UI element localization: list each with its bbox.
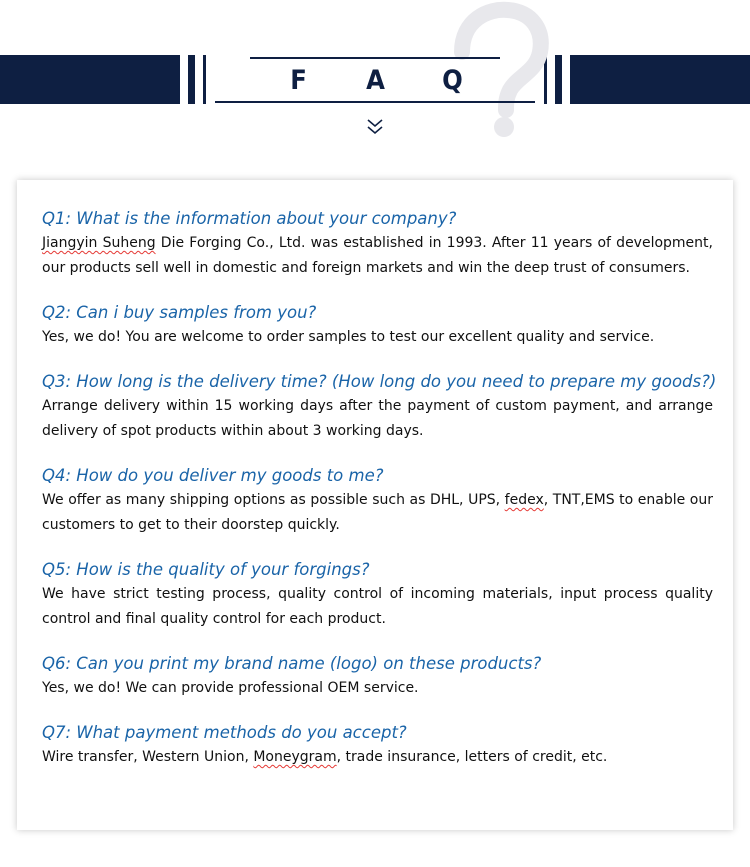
spellcheck-word: Jiangyin Suheng <box>42 235 156 251</box>
faq-question: Q7: What payment methods do you accept? <box>42 723 407 742</box>
faq-answer: We have strict testing process, quality control of incoming materials, input process quality control and final quality control for each product. <box>42 586 713 627</box>
spellcheck-word: Moneygram <box>253 749 337 765</box>
faq-header <box>0 0 750 150</box>
faq-item <box>42 300 713 350</box>
faq-question: Q3: How long is the delivery time? (How long do you need to prepare my goods?) <box>42 372 717 391</box>
header-band-left <box>0 55 180 104</box>
faq-item <box>42 206 713 281</box>
faq-answer-text: Wire transfer, Western Union, <box>42 749 254 765</box>
faq-answer-text: , TNT,EMS to enable our customers to get to their doorstep quickly. <box>42 492 713 533</box>
faq-title-letter: A <box>365 64 385 96</box>
faq-question: Q1: What is the information about your company? <box>42 209 457 228</box>
faq-answer <box>42 231 713 281</box>
faq-answer <box>42 745 713 770</box>
faq-item <box>42 720 713 770</box>
title-line-bottom <box>215 101 535 103</box>
faq-question: Q5: How is the quality of your forgings? <box>42 560 370 579</box>
faq-answer <box>42 488 713 538</box>
header-bar <box>188 55 195 104</box>
double-chevron-down-icon <box>364 116 386 138</box>
faq-item <box>42 463 713 538</box>
faq-answer-text: , trade insurance, letters of credit, etc. <box>336 749 608 765</box>
header-bar <box>203 55 206 104</box>
faq-card <box>17 180 733 830</box>
header-band-right <box>570 55 750 104</box>
faq-item <box>42 557 713 632</box>
faq-item <box>42 369 717 444</box>
faq-answer: Yes, we do! We can provide professional OEM service. <box>42 680 419 696</box>
faq-answer-text: Die Forging Co., Ltd. was established in 1993. After 11 years of development, our products sell well in domestic and foreign markets and win the deep trust of consumers. <box>42 235 713 276</box>
faq-answer: Yes, we do! You are welcome to order samples to test our excellent quality and service. <box>42 329 655 345</box>
faq-list <box>42 206 717 789</box>
faq-title-letter: Q <box>441 64 463 96</box>
faq-answer-text: We offer as many shipping options as possible such as DHL, UPS, <box>42 492 505 508</box>
faq-question: Q2: Can i buy samples from you? <box>42 303 317 322</box>
faq-answer: Arrange delivery within 15 working days after the payment of custom payment, and arrange delivery of spot products within about 3 working days. <box>42 398 713 439</box>
faq-question: Q6: Can you print my brand name (logo) on these products? <box>42 654 542 673</box>
faq-question: Q4: How do you deliver my goods to me? <box>42 466 384 485</box>
faq-item <box>42 651 713 701</box>
title-line-top <box>250 57 500 59</box>
faq-title <box>215 60 535 100</box>
faq-title-letter: F <box>289 64 307 96</box>
spellcheck-word: fedex <box>504 492 544 508</box>
